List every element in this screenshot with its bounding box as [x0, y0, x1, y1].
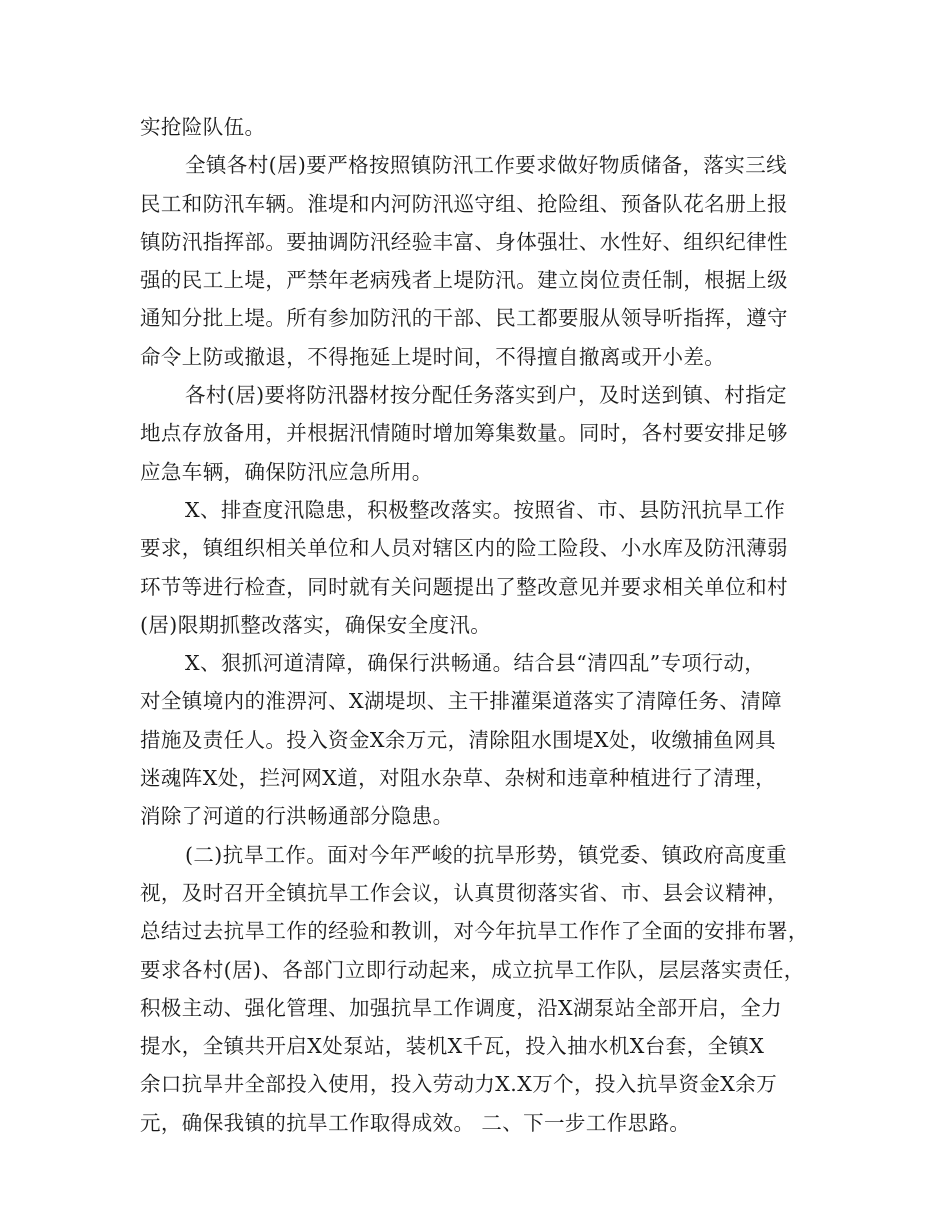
- text-line: 民工和防汛车辆。淮堤和内河防汛巡守组、抢险组、预备队花名册上报: [140, 191, 788, 216]
- text-line: 总结过去抗旱工作的经验和教训，对今年抗旱工作作了全面的安排布署，: [140, 919, 809, 944]
- text-line: X、狠抓河道清障，确保行洪畅通。结合县“清四乱”专项行动，: [185, 651, 766, 676]
- text-line: 提水，全镇共开启X处泵站，装机X千瓦，投入抽水机X台套，全镇X: [140, 1034, 765, 1059]
- text-line: 地点存放备用，并根据汛情随时增加筹集数量。同时，各村要安排足够: [140, 421, 788, 446]
- text-line: 对全镇境内的淮淠河、X湖堤坝、主干排灌渠道落实了清障任务、清障: [140, 689, 782, 714]
- text-line: 实抢险队伍。: [140, 115, 266, 139]
- text-line: 要求各村(居)、各部门立即行动起来，成立抗旱工作队，层层落实责任，: [140, 957, 805, 982]
- text-line: 强的民工上堤，严禁年老病残者上堤防汛。建立岗位责任制，根据上级: [140, 268, 788, 293]
- text-line: 全镇各村(居)要严格按照镇防汛工作要求做好物质储备，落实三线: [185, 153, 787, 178]
- text-line: 措施及责任人。投入资金X余万元，清除阻水围堤X处，收缴捕鱼网具: [140, 727, 777, 752]
- text-line: 环节等进行检查，同时就有关问题提出了整改意见并要求相关单位和村: [140, 574, 788, 599]
- text-line: 积极主动、强化管理、加强抗旱工作调度，沿X湖泵站全部开启，全力: [140, 995, 782, 1020]
- text-line: 各村(居)要将防汛器材按分配任务落实到户，及时送到镇、村指定: [185, 383, 787, 408]
- text-line: X、排查度汛隐患，积极整改落实。按照省、市、县防汛抗旱工作: [185, 497, 786, 522]
- text-line: (二)抗旱工作。面对今年严峻的抗旱形势，镇党委、镇政府高度重: [185, 842, 787, 867]
- text-line: 要求，镇组织相关单位和人员对辖区内的险工险段、小水库及防汛薄弱: [140, 536, 788, 561]
- text-line: 镇防汛指挥部。要抽调防汛经验丰富、身体强壮、水性好、组织纪律性: [140, 229, 788, 254]
- text-line: (居)限期抓整改落实，确保安全度汛。: [140, 612, 492, 637]
- text-line: 通知分批上堤。所有参加防汛的干部、民工都要服从领导听指挥，遵守: [140, 306, 788, 331]
- text-line: 迷魂阵X处，拦河网X道，对阻水杂草、杂树和违章种植进行了清理，: [140, 766, 777, 791]
- text-line: 视，及时召开全镇抗旱工作会议，认真贯彻落实省、市、县会议精神，: [140, 880, 788, 905]
- text-line: 命令上防或撤退，不得拖延上堤时间，不得擅自撤离或开小差。: [140, 344, 726, 369]
- document-body: [140, 108, 830, 1142]
- text-line: 应急车辆，确保防汛应急所用。: [140, 459, 433, 484]
- text-line: 余口抗旱井全部投入使用，投入劳动力X.X万个，投入抗旱资金X余万: [140, 1072, 778, 1097]
- text-line: 消除了河道的行洪畅通部分隐患。: [140, 804, 454, 829]
- text-line: 元，确保我镇的抗旱工作取得成效。 二、下一步工作思路。: [140, 1110, 691, 1135]
